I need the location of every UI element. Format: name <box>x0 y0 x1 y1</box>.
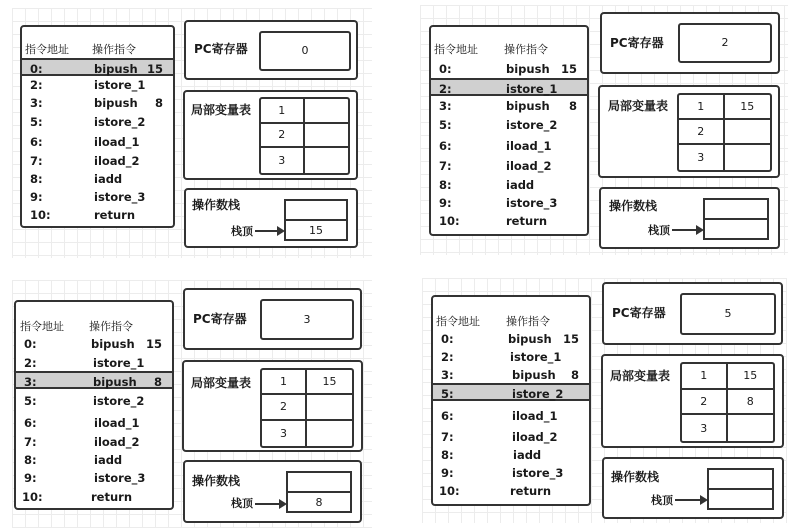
local-slot-value: 15 <box>307 370 352 395</box>
instruction-row-active: 2: istore_1 <box>431 78 587 96</box>
stack-top-arrow-icon <box>675 499 706 501</box>
stack-top-label: 栈顶 <box>648 224 670 237</box>
local-slot-value <box>725 145 771 170</box>
local-slot-value <box>728 415 774 441</box>
operand-stack-label: 操作数栈 <box>192 474 241 488</box>
instruction-row: 7: iload_2 <box>439 159 552 173</box>
instruction-row: 0: bipush 15 <box>439 62 577 76</box>
state-panel-pc-5 <box>400 265 799 532</box>
local-variable-table <box>680 362 775 443</box>
stack-slot <box>286 201 346 221</box>
instruction-list <box>431 295 591 506</box>
pc-register-box <box>602 282 783 345</box>
stack-top-arrow-icon <box>672 229 702 231</box>
instruction-row: 8: iadd <box>30 172 123 186</box>
pc-register-box <box>600 12 780 74</box>
instruction-row: 8: iadd <box>439 178 535 192</box>
pc-register-value: 2 <box>678 23 772 63</box>
local-slot-index: 1 <box>262 370 307 395</box>
local-variable-table-box <box>183 90 358 180</box>
instruction-row: 10: return <box>22 490 133 504</box>
local-variable-table <box>260 368 354 448</box>
local-slot-index: 1 <box>682 364 728 390</box>
pc-register-value: 5 <box>680 293 776 335</box>
instruction-list <box>14 300 174 510</box>
operand-stack-box <box>184 188 358 248</box>
stack-top-label: 栈顶 <box>231 497 253 510</box>
local-variable-table-box <box>601 354 784 448</box>
instruction-row: 9: istore_3 <box>30 190 146 204</box>
addr-header: 指令地址 <box>20 320 64 333</box>
instruction-row: 10: return <box>439 214 548 228</box>
instruction-row: 7: iload_2 <box>30 154 140 168</box>
instruction-row: 6: iload_1 <box>441 409 558 423</box>
pc-register-box <box>183 288 362 350</box>
local-slot-value <box>305 124 349 149</box>
instruction-row: 2: istore_1 <box>30 78 146 92</box>
pc-register-label: PC寄存器 <box>610 36 664 50</box>
instruction-row: 7: iload_2 <box>441 430 558 444</box>
local-variable-table <box>677 93 772 172</box>
instruction-row: 5: istore_2 <box>24 394 145 408</box>
instruction-row: 3: bipush 8 <box>439 99 577 113</box>
stack-slot <box>709 470 772 490</box>
local-slot-index: 3 <box>262 421 307 446</box>
instruction-row-active: 0: bipush 15 <box>22 58 173 76</box>
local-variable-table-label: 局部变量表 <box>610 369 671 383</box>
local-slot-value <box>305 99 349 124</box>
stack-top-arrow-icon <box>255 230 283 232</box>
stack-slot-top <box>705 220 767 238</box>
stack-top-arrow-icon <box>255 503 285 505</box>
local-slot-index: 3 <box>682 415 728 441</box>
pc-register-value: 0 <box>259 31 351 71</box>
instruction-list <box>20 25 175 228</box>
instruction-row: 6: iload_1 <box>439 139 552 153</box>
instruction-row: 5: istore_2 <box>439 118 558 132</box>
local-slot-value <box>307 395 352 420</box>
instruction-row: 0: bipush 15 <box>24 337 162 351</box>
operand-stack-label: 操作数栈 <box>609 199 658 213</box>
local-slot-value: 8 <box>728 390 774 416</box>
instruction-row: 9: istore_3 <box>24 471 146 485</box>
instruction-row: 8: iadd <box>441 448 542 462</box>
op-header: 操作指令 <box>92 43 136 56</box>
stack-top-label: 栈顶 <box>231 225 253 238</box>
instruction-row: 9: istore_3 <box>441 466 564 480</box>
instruction-list <box>429 25 589 236</box>
instruction-row: 6: iload_1 <box>24 416 140 430</box>
op-header: 操作指令 <box>506 315 550 328</box>
addr-header: 指令地址 <box>436 315 480 328</box>
stack-slot <box>705 200 767 220</box>
instruction-row: 8: iadd <box>24 453 123 467</box>
local-variable-table <box>259 97 350 175</box>
operand-stack-label: 操作数栈 <box>192 198 241 212</box>
pc-register-label: PC寄存器 <box>194 42 248 56</box>
local-slot-index: 2 <box>261 124 305 149</box>
instruction-row: 3: bipush 8 <box>441 368 579 382</box>
operand-stack <box>703 198 769 240</box>
instruction-row: 10: return <box>30 208 136 222</box>
instruction-row: 3: bipush 8 <box>30 96 163 110</box>
operand-stack <box>284 199 348 241</box>
local-slot-value: 15 <box>725 95 771 120</box>
instruction-row: 6: iload_1 <box>30 135 140 149</box>
op-header: 操作指令 <box>504 43 548 56</box>
stack-slot-top: 8 <box>315 495 323 509</box>
operand-stack <box>286 471 352 513</box>
operand-stack-box <box>602 457 784 519</box>
local-variable-table-label: 局部变量表 <box>191 103 252 117</box>
instruction-row-active: 5: istore_2 <box>433 383 589 401</box>
local-slot-value <box>725 120 771 145</box>
operand-stack-box <box>183 460 362 523</box>
local-slot-value <box>305 148 349 173</box>
instruction-row: 10: return <box>439 484 552 498</box>
local-slot-index: 1 <box>679 95 725 120</box>
addr-header: 指令地址 <box>434 43 478 56</box>
state-panel-pc-0 <box>0 0 400 265</box>
state-panel-pc-3 <box>0 265 400 532</box>
local-variable-table-label: 局部变量表 <box>191 376 252 390</box>
stack-slot-top: 15 <box>309 223 323 237</box>
local-variable-table-label: 局部变量表 <box>608 99 669 113</box>
instruction-row: 9: istore_3 <box>439 196 558 210</box>
local-variable-table-box <box>598 85 780 178</box>
op-header: 操作指令 <box>89 320 133 333</box>
pc-register-label: PC寄存器 <box>612 306 666 320</box>
local-slot-value: 15 <box>728 364 774 390</box>
instruction-row: 2: istore_1 <box>24 356 145 370</box>
operand-stack-label: 操作数栈 <box>611 470 660 484</box>
addr-header: 指令地址 <box>25 43 69 56</box>
pc-register-value: 3 <box>260 299 354 340</box>
operand-stack-box <box>599 187 780 249</box>
instruction-row: 0: bipush 15 <box>441 332 579 346</box>
local-slot-index: 2 <box>682 390 728 416</box>
stack-slot-top <box>709 490 772 508</box>
operand-stack <box>707 468 774 510</box>
instruction-row: 7: iload_2 <box>24 435 140 449</box>
pc-register-label: PC寄存器 <box>193 312 247 326</box>
stack-top-label: 栈顶 <box>651 494 673 507</box>
local-slot-index: 2 <box>679 120 725 145</box>
local-slot-index: 1 <box>261 99 305 124</box>
pc-register-box <box>184 20 358 80</box>
stack-slot <box>288 473 350 493</box>
state-panel-pc-2 <box>400 0 799 265</box>
instruction-row: 5: istore_2 <box>30 115 146 129</box>
local-slot-index: 3 <box>261 148 305 173</box>
local-slot-index: 3 <box>679 145 725 170</box>
local-variable-table-box <box>182 360 363 452</box>
local-slot-value <box>307 421 352 446</box>
instruction-row: 2: istore_1 <box>441 350 562 364</box>
instruction-row-active: 3: bipush 8 <box>16 371 172 389</box>
local-slot-index: 2 <box>262 395 307 420</box>
